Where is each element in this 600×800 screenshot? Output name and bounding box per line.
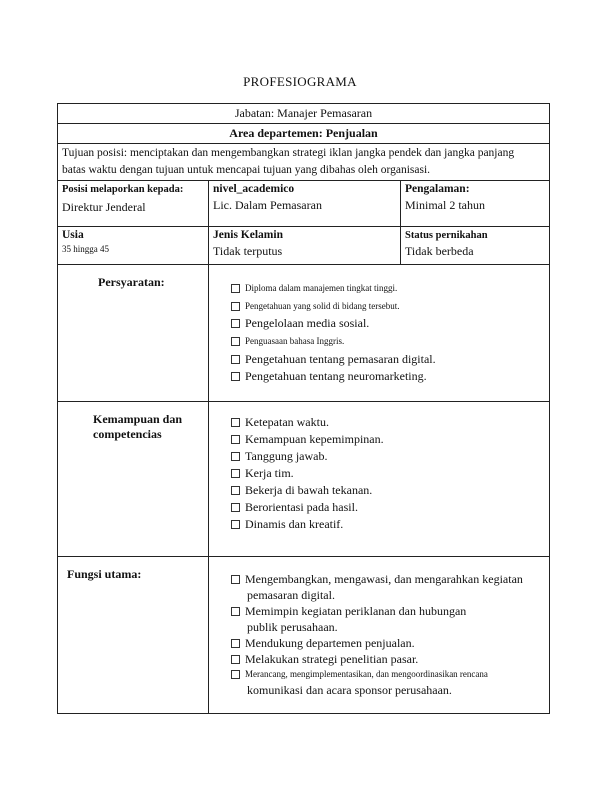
checkbox-icon <box>231 469 240 478</box>
checkbox-icon <box>231 418 240 427</box>
functions-section <box>58 557 549 713</box>
experience-label: Pengalaman: <box>405 183 470 195</box>
marital-value: Tidak berbeda <box>405 244 474 258</box>
checkbox-icon <box>231 655 240 664</box>
list-item: Pengetahuan yang solid di bidang tersebut. <box>231 298 436 315</box>
info-row-2 <box>58 227 549 265</box>
checkbox-icon <box>231 670 240 679</box>
requirements-title: Persyaratan: <box>98 275 165 289</box>
list-item: Kerja tim. <box>231 465 384 482</box>
checkbox-icon <box>231 355 240 364</box>
checkbox-icon <box>231 319 240 328</box>
gender-value: Tidak terputus <box>213 244 283 258</box>
checkbox-icon <box>231 302 240 311</box>
department-row <box>58 124 549 144</box>
abilities-list <box>231 414 384 533</box>
reports-cell <box>58 181 209 226</box>
profile-table <box>57 103 550 714</box>
list-item: Dinamis dan kreatif. <box>231 516 384 533</box>
reports-value: Direktur Jenderal <box>62 200 146 214</box>
list-item: Memimpin kegiatan periklanan dan hubungan publik perusahaan. <box>231 603 523 635</box>
abilities-title: Kemampuan dan competencias <box>93 412 183 441</box>
abilities-section <box>58 402 549 557</box>
requirements-section <box>58 265 549 402</box>
list-item: Ketepatan waktu. <box>231 414 384 431</box>
requirements-list <box>231 280 436 385</box>
age-label: Usia <box>62 229 84 241</box>
checkbox-icon <box>231 337 240 346</box>
position-row <box>58 104 549 124</box>
document-title: PROFESIOGRAMA <box>243 74 357 89</box>
list-item: Tanggung jawab. <box>231 448 384 465</box>
education-cell <box>209 181 401 226</box>
education-value: Lic. Dalam Pemasaran <box>213 198 322 212</box>
list-item: Mengembangkan, mengawasi, dan mengarahkan kegiatan pemasaran digital. <box>231 571 523 603</box>
purpose-line-2: batas waktu dengan tujuan untuk mencapai tujuan yang dibahas oleh organisasi. <box>62 164 431 176</box>
checkbox-icon <box>231 639 240 648</box>
functions-title: Fungsi utama: <box>67 567 142 581</box>
experience-cell <box>401 181 549 226</box>
list-item: Pengetahuan tentang pemasaran digital. <box>231 351 436 368</box>
functions-list <box>231 571 523 698</box>
list-item: Kemampuan kepemimpinan. <box>231 431 384 448</box>
position-title: Jabatan: Manajer Pemasaran <box>234 106 373 120</box>
list-item: Penguasaan bahasa Inggris. <box>231 332 436 351</box>
list-item: Pengetahuan tentang neuromarketing. <box>231 368 436 385</box>
purpose-line-1: Tujuan posisi: menciptakan dan mengembangkan strategi iklan jangka pendek dan jangka panjang <box>62 147 515 159</box>
checkbox-icon <box>231 607 240 616</box>
reports-label: Posisi melaporkan kepada: <box>62 184 184 195</box>
list-item: Bekerja di bawah tekanan. <box>231 482 384 499</box>
checkbox-icon <box>231 486 240 495</box>
list-item: Diploma dalam manajemen tingkat tinggi. <box>231 280 436 298</box>
checkbox-icon <box>231 575 240 584</box>
department-title: Area departemen: Penjualan <box>229 126 378 140</box>
checkbox-icon <box>231 520 240 529</box>
info-row-1 <box>58 181 549 227</box>
list-item: Melakukan strategi penelitian pasar. <box>231 651 523 667</box>
list-item: Berorientasi pada hasil. <box>231 499 384 516</box>
marital-cell <box>401 227 549 264</box>
purpose-row <box>58 144 549 181</box>
checkbox-icon <box>231 372 240 381</box>
age-cell <box>58 227 209 264</box>
checkbox-icon <box>231 435 240 444</box>
gender-cell <box>209 227 401 264</box>
gender-label: Jenis Kelamin <box>213 229 283 241</box>
list-item: Pengelolaan media sosial. <box>231 315 436 332</box>
list-item: Merancang, mengimplementasikan, dan mengoordinasikan rencana komunikasi dan acara sponsor perusahaan. <box>231 667 523 698</box>
checkbox-icon <box>231 452 240 461</box>
marital-label: Status pernikahan <box>405 230 488 241</box>
checkbox-icon <box>231 503 240 512</box>
list-item: Mendukung departemen penjualan. <box>231 635 523 651</box>
education-label: nivel_academico <box>213 183 295 195</box>
experience-value: Minimal 2 tahun <box>405 198 485 212</box>
age-value: 35 hingga 45 <box>62 244 109 254</box>
checkbox-icon <box>231 284 240 293</box>
